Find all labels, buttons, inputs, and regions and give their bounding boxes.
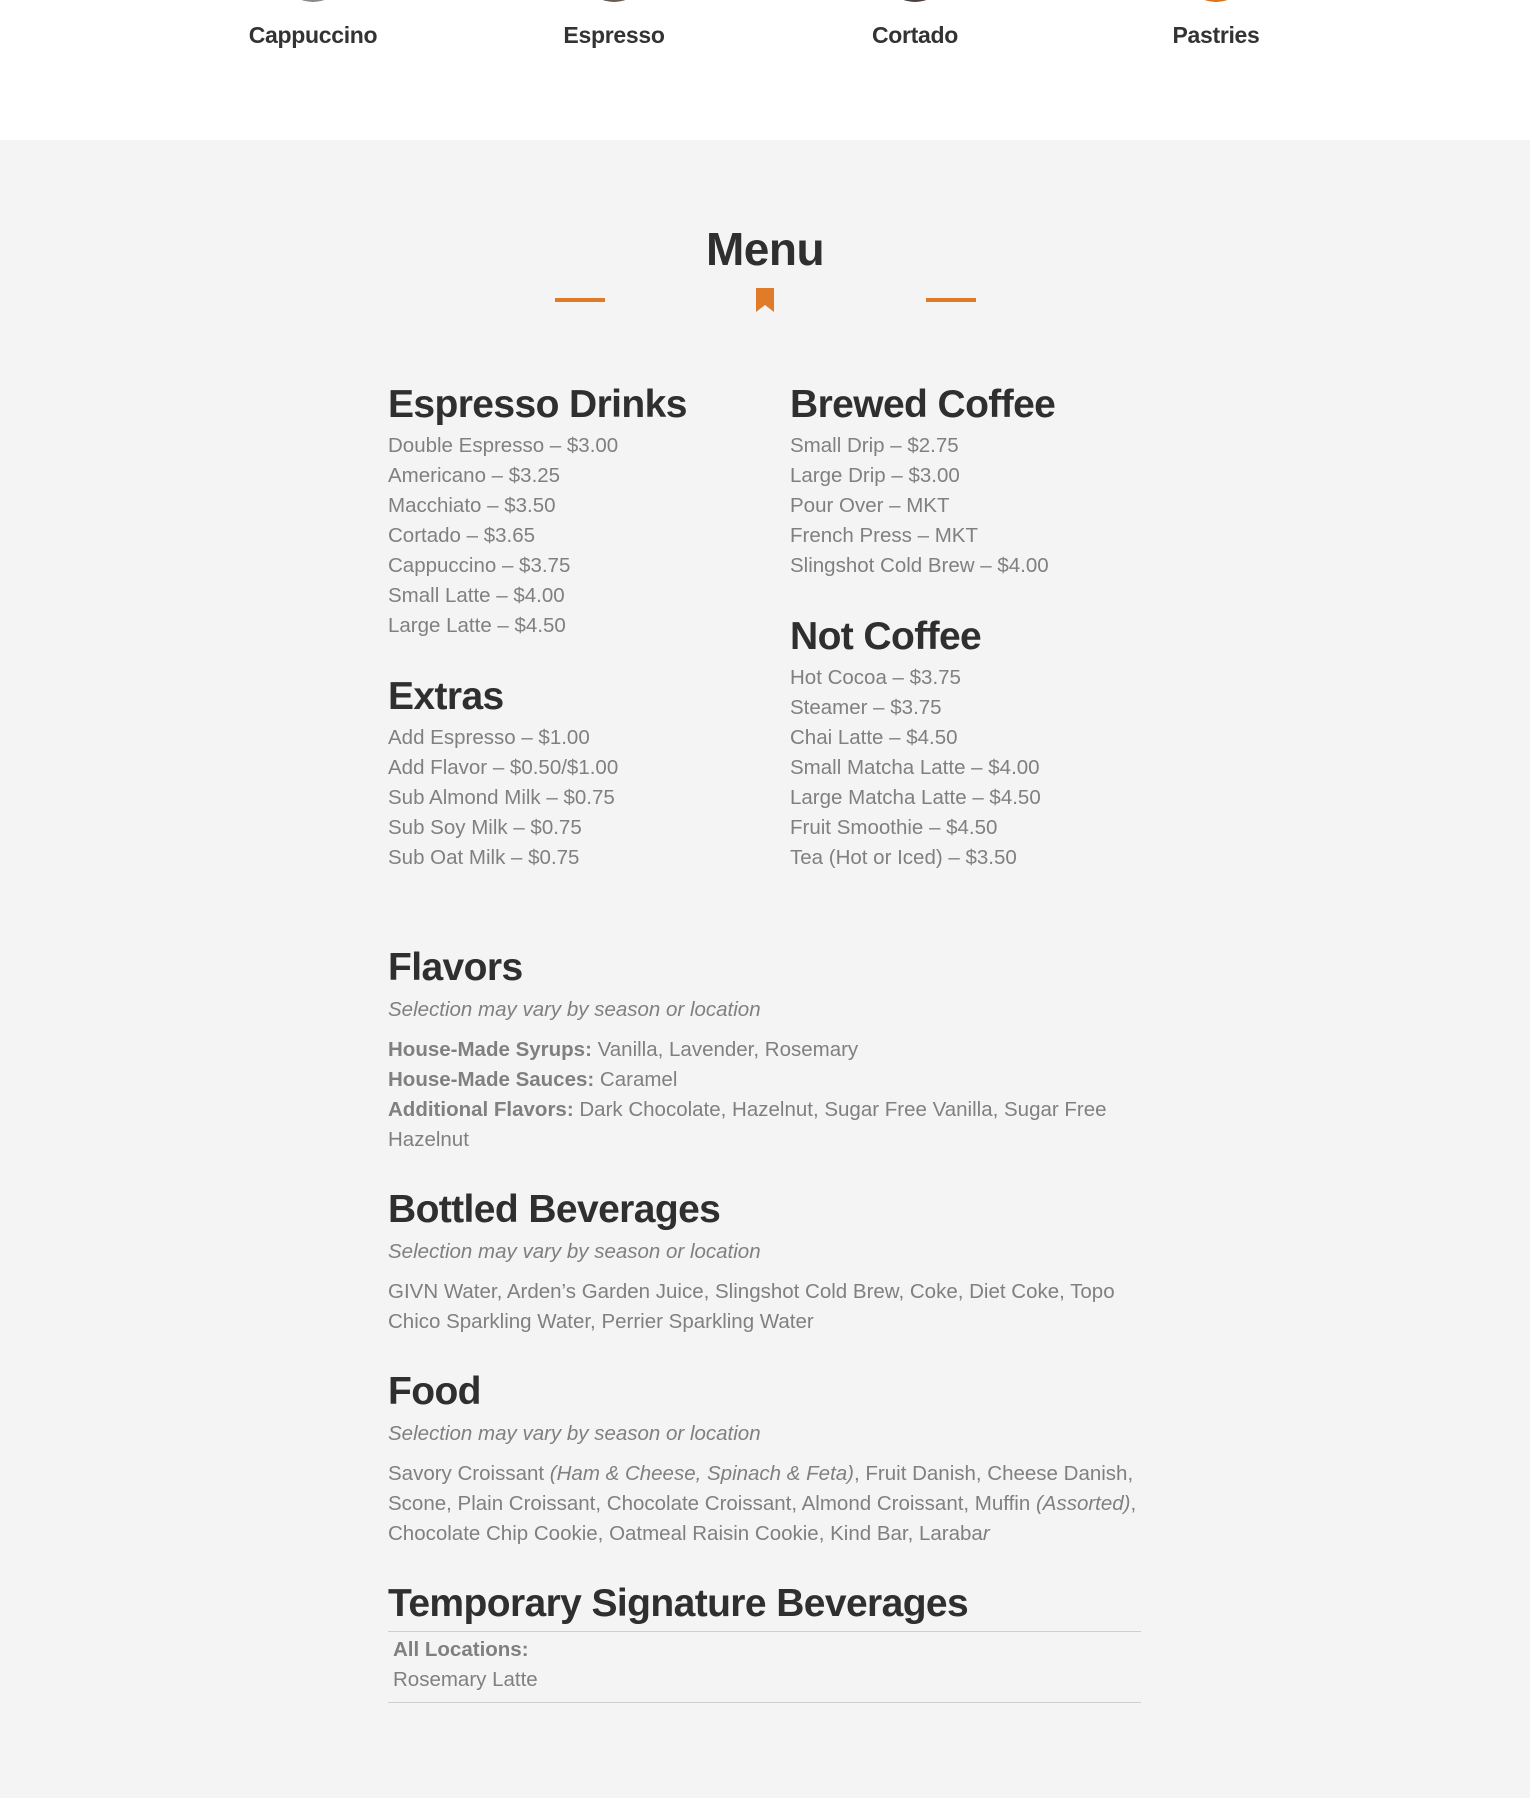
food-note: r bbox=[982, 1522, 990, 1545]
menu-item: Sub Soy Milk – $0.75 bbox=[388, 816, 582, 839]
menu-item: Tea (Hot or Iced) – $3.50 bbox=[790, 846, 1017, 869]
extras-list bbox=[388, 723, 618, 873]
section-title-extras: Extras bbox=[388, 675, 504, 718]
brewed-coffee-list bbox=[790, 431, 1049, 581]
flavors-additional bbox=[388, 1095, 1148, 1155]
pastries-image[interactable] bbox=[1194, 0, 1238, 2]
section-title-food: Food bbox=[388, 1370, 481, 1413]
cortado-image[interactable] bbox=[893, 0, 937, 2]
signature-table bbox=[388, 1631, 1141, 1703]
menu-item: Add Flavor – $0.50/$1.00 bbox=[388, 756, 619, 779]
syrups-label: House-Made Syrups: bbox=[388, 1038, 592, 1061]
category-label[interactable]: Cappuccino bbox=[248, 22, 378, 48]
menu-item: Double Espresso – $3.00 bbox=[388, 434, 619, 457]
menu-item: Cortado – $3.65 bbox=[388, 524, 536, 547]
cappuccino-image[interactable] bbox=[291, 0, 335, 2]
menu-item: Steamer – $3.75 bbox=[790, 696, 942, 719]
espresso-drinks-list bbox=[388, 431, 618, 641]
syrups-value: Vanilla, Lavender, Rosemary bbox=[597, 1038, 859, 1061]
section-title-signature-beverages: Temporary Signature Beverages bbox=[388, 1582, 969, 1625]
signature-item: Rosemary Latte bbox=[393, 1668, 538, 1691]
menu-item: Hot Cocoa – $3.75 bbox=[790, 666, 961, 689]
sauces-value: Caramel bbox=[599, 1068, 678, 1091]
menu-item: Large Matcha Latte – $4.50 bbox=[790, 786, 1041, 809]
menu-item: Sub Almond Milk – $0.75 bbox=[388, 786, 615, 809]
divider-line-left bbox=[555, 298, 605, 302]
food-subtitle: Selection may vary by season or location bbox=[388, 1422, 761, 1445]
menu-item: Slingshot Cold Brew – $4.00 bbox=[790, 554, 1049, 577]
bottled-list: GIVN Water, Arden’s Garden Juice, Slingshot Cold Brew, Coke, Diet Coke, Topo Chico Sparkling Water, Perrier Sparkling Water bbox=[388, 1280, 1115, 1333]
sauces-label: House-Made Sauces: bbox=[388, 1068, 595, 1091]
category-label[interactable]: Pastries bbox=[1172, 22, 1260, 48]
menu-item: Large Drip – $3.00 bbox=[790, 464, 960, 487]
additional-label: Additional Flavors: bbox=[388, 1098, 574, 1121]
flavors-subtitle: Selection may vary by season or location bbox=[388, 998, 761, 1021]
menu-item: French Press – MKT bbox=[790, 524, 978, 547]
menu-item: Fruit Smoothie – $4.50 bbox=[790, 816, 998, 839]
food-text: , Chocolate Chip Cookie, Oatmeal Raisin Cookie, Kind Bar, Laraba bbox=[388, 1492, 1137, 1545]
menu-item: Sub Oat Milk – $0.75 bbox=[388, 846, 580, 869]
menu-item: Add Espresso – $1.00 bbox=[388, 726, 590, 749]
section-title-not-coffee: Not Coffee bbox=[790, 615, 982, 658]
bottled-subtitle: Selection may vary by season or location bbox=[388, 1240, 761, 1263]
menu-item: Cappuccino – $3.75 bbox=[388, 554, 571, 577]
menu-item: Large Latte – $4.50 bbox=[388, 614, 566, 637]
additional-value: Dark Chocolate, Hazelnut, Sugar Free Vanilla, Sugar Free Hazelnut bbox=[388, 1098, 1107, 1151]
menu-item: Chai Latte – $4.50 bbox=[790, 726, 958, 749]
menu-title: Menu bbox=[705, 223, 825, 275]
food-text: , Fruit Danish, Cheese Danish, Scone, Plain Croissant, Chocolate Croissant, Almond Croissant, Muffin bbox=[388, 1462, 1134, 1515]
category-label[interactable]: Cortado bbox=[871, 22, 959, 48]
food-list bbox=[388, 1459, 1148, 1549]
section-title-brewed-coffee: Brewed Coffee bbox=[790, 383, 1056, 426]
menu-item: Pour Over – MKT bbox=[790, 494, 950, 517]
not-coffee-list bbox=[790, 663, 1041, 873]
food-text: Savory Croissant bbox=[388, 1462, 550, 1485]
category-label[interactable]: Espresso bbox=[563, 22, 665, 48]
section-title-flavors: Flavors bbox=[388, 946, 523, 989]
flavors-sauces bbox=[388, 1065, 1148, 1095]
flavors-syrups bbox=[388, 1035, 1148, 1065]
menu-item: Small Latte – $4.00 bbox=[388, 584, 565, 607]
menu-item: Macchiato – $3.50 bbox=[388, 494, 556, 517]
menu-item: Americano – $3.25 bbox=[388, 464, 561, 487]
menu-item: Small Matcha Latte – $4.00 bbox=[790, 756, 1040, 779]
divider-line-right bbox=[926, 298, 976, 302]
section-title-espresso-drinks: Espresso Drinks bbox=[388, 383, 687, 426]
signature-location-label: All Locations: bbox=[393, 1638, 529, 1661]
espresso-image[interactable] bbox=[592, 0, 636, 2]
section-title-bottled-beverages: Bottled Beverages bbox=[388, 1188, 721, 1231]
bookmark-icon bbox=[755, 287, 775, 313]
food-note: (Assorted) bbox=[1035, 1492, 1131, 1515]
category-strip bbox=[0, 0, 1530, 140]
food-note: (Ham & Cheese, Spinach & Feta) bbox=[549, 1462, 854, 1485]
menu-item: Small Drip – $2.75 bbox=[790, 434, 959, 457]
